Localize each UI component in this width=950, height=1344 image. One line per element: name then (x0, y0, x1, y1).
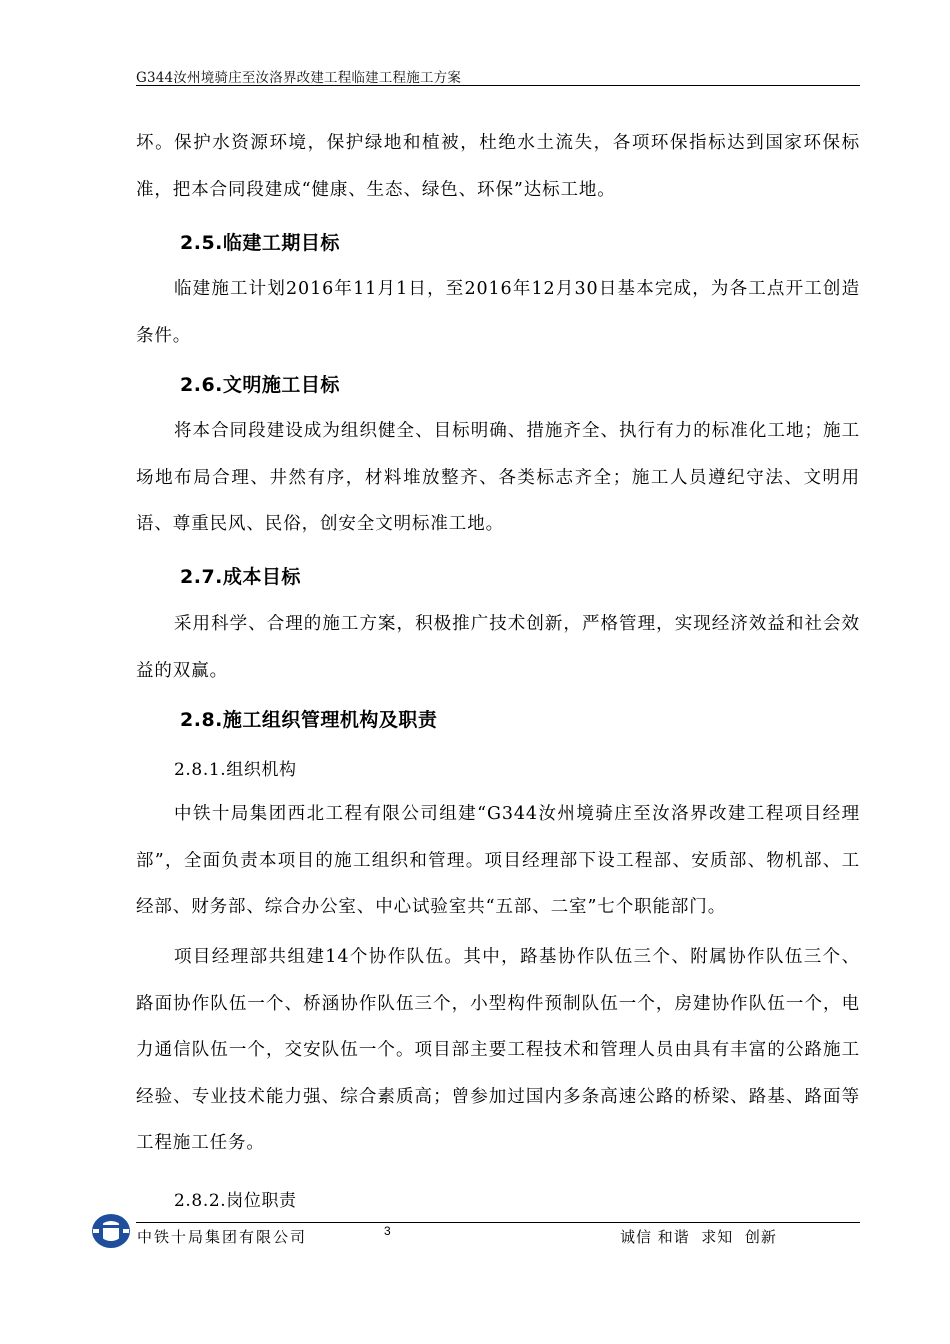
paragraph-intro: 坏。保护水资源环境，保护绿地和植被，杜绝水土流失，各项环保指标达到国家环保标准，把本合同段建成“健康、生态、绿色、环保”达标工地。 (136, 133, 860, 200)
heading-2-6: 2.6.文明施工目标 (180, 374, 340, 396)
paragraph-2-5: 临建施工计划2016年11月1日，至2016年12月30日基本完成，为各工点开工创造条件。 (136, 279, 860, 346)
header-divider (136, 85, 860, 86)
paragraph-2-7: 采用科学、合理的施工方案，积极推广技术创新，严格管理，实现经济效益和社会效益的双赢。 (136, 614, 860, 681)
paragraph-2-6: 将本合同段建设成为组织健全、目标明确、措施齐全、执行有力的标准化工地；施工场地布局合理、井然有序，材料堆放整齐、各类标志齐全；施工人员遵纪守法、文明用语、尊重民风、民俗，创安全文明标准工地。 (136, 421, 860, 535)
subheading-2-8-2: 2.8.2.岗位职责 (174, 1191, 297, 1211)
crcc-logo-icon (90, 1211, 132, 1251)
paragraph-2-8-1-b: 项目经理部共组建14个协作队伍。其中，路基协作队伍三个、附属协作队伍三个、路面协作队伍一个、桥涵协作队伍三个，小型构件预制队伍一个，房建协作队伍一个，电力通信队伍一个，交安队伍一个。项目部主要工程技术和管理人员由具有丰富的公路施工经验、专业技术能力强、综合素质高；曾参加过国内多条高速公路的桥梁、路基、路面等工程施工任务。 (136, 947, 860, 1154)
page-number: 3 (384, 1224, 391, 1238)
heading-2-8: 2.8.施工组织管理机构及职责 (180, 709, 438, 731)
footer-company-name: 中铁十局集团有限公司 (137, 1228, 308, 1246)
footer-divider (136, 1222, 860, 1223)
subheading-2-8-1: 2.8.1.组织机构 (174, 760, 297, 780)
heading-2-7: 2.7.成本目标 (180, 566, 301, 588)
header-title: G344汝州境骑庄至汝洛界改建工程临建工程施工方案 (136, 70, 462, 86)
paragraph-2-8-1-a: 中铁十局集团西北工程有限公司组建“G344汝州境骑庄至汝洛界改建工程项目经理部”，全面负责本项目的施工组织和管理。项目经理部下设工程部、安质部、物机部、工经部、财务部、综合办公室、中心试验室共“五部、二室”七个职能部门。 (136, 804, 860, 918)
heading-2-5: 2.5.临建工期目标 (180, 232, 340, 254)
footer-motto: 诚信 和谐 求知 创新 (620, 1228, 777, 1246)
